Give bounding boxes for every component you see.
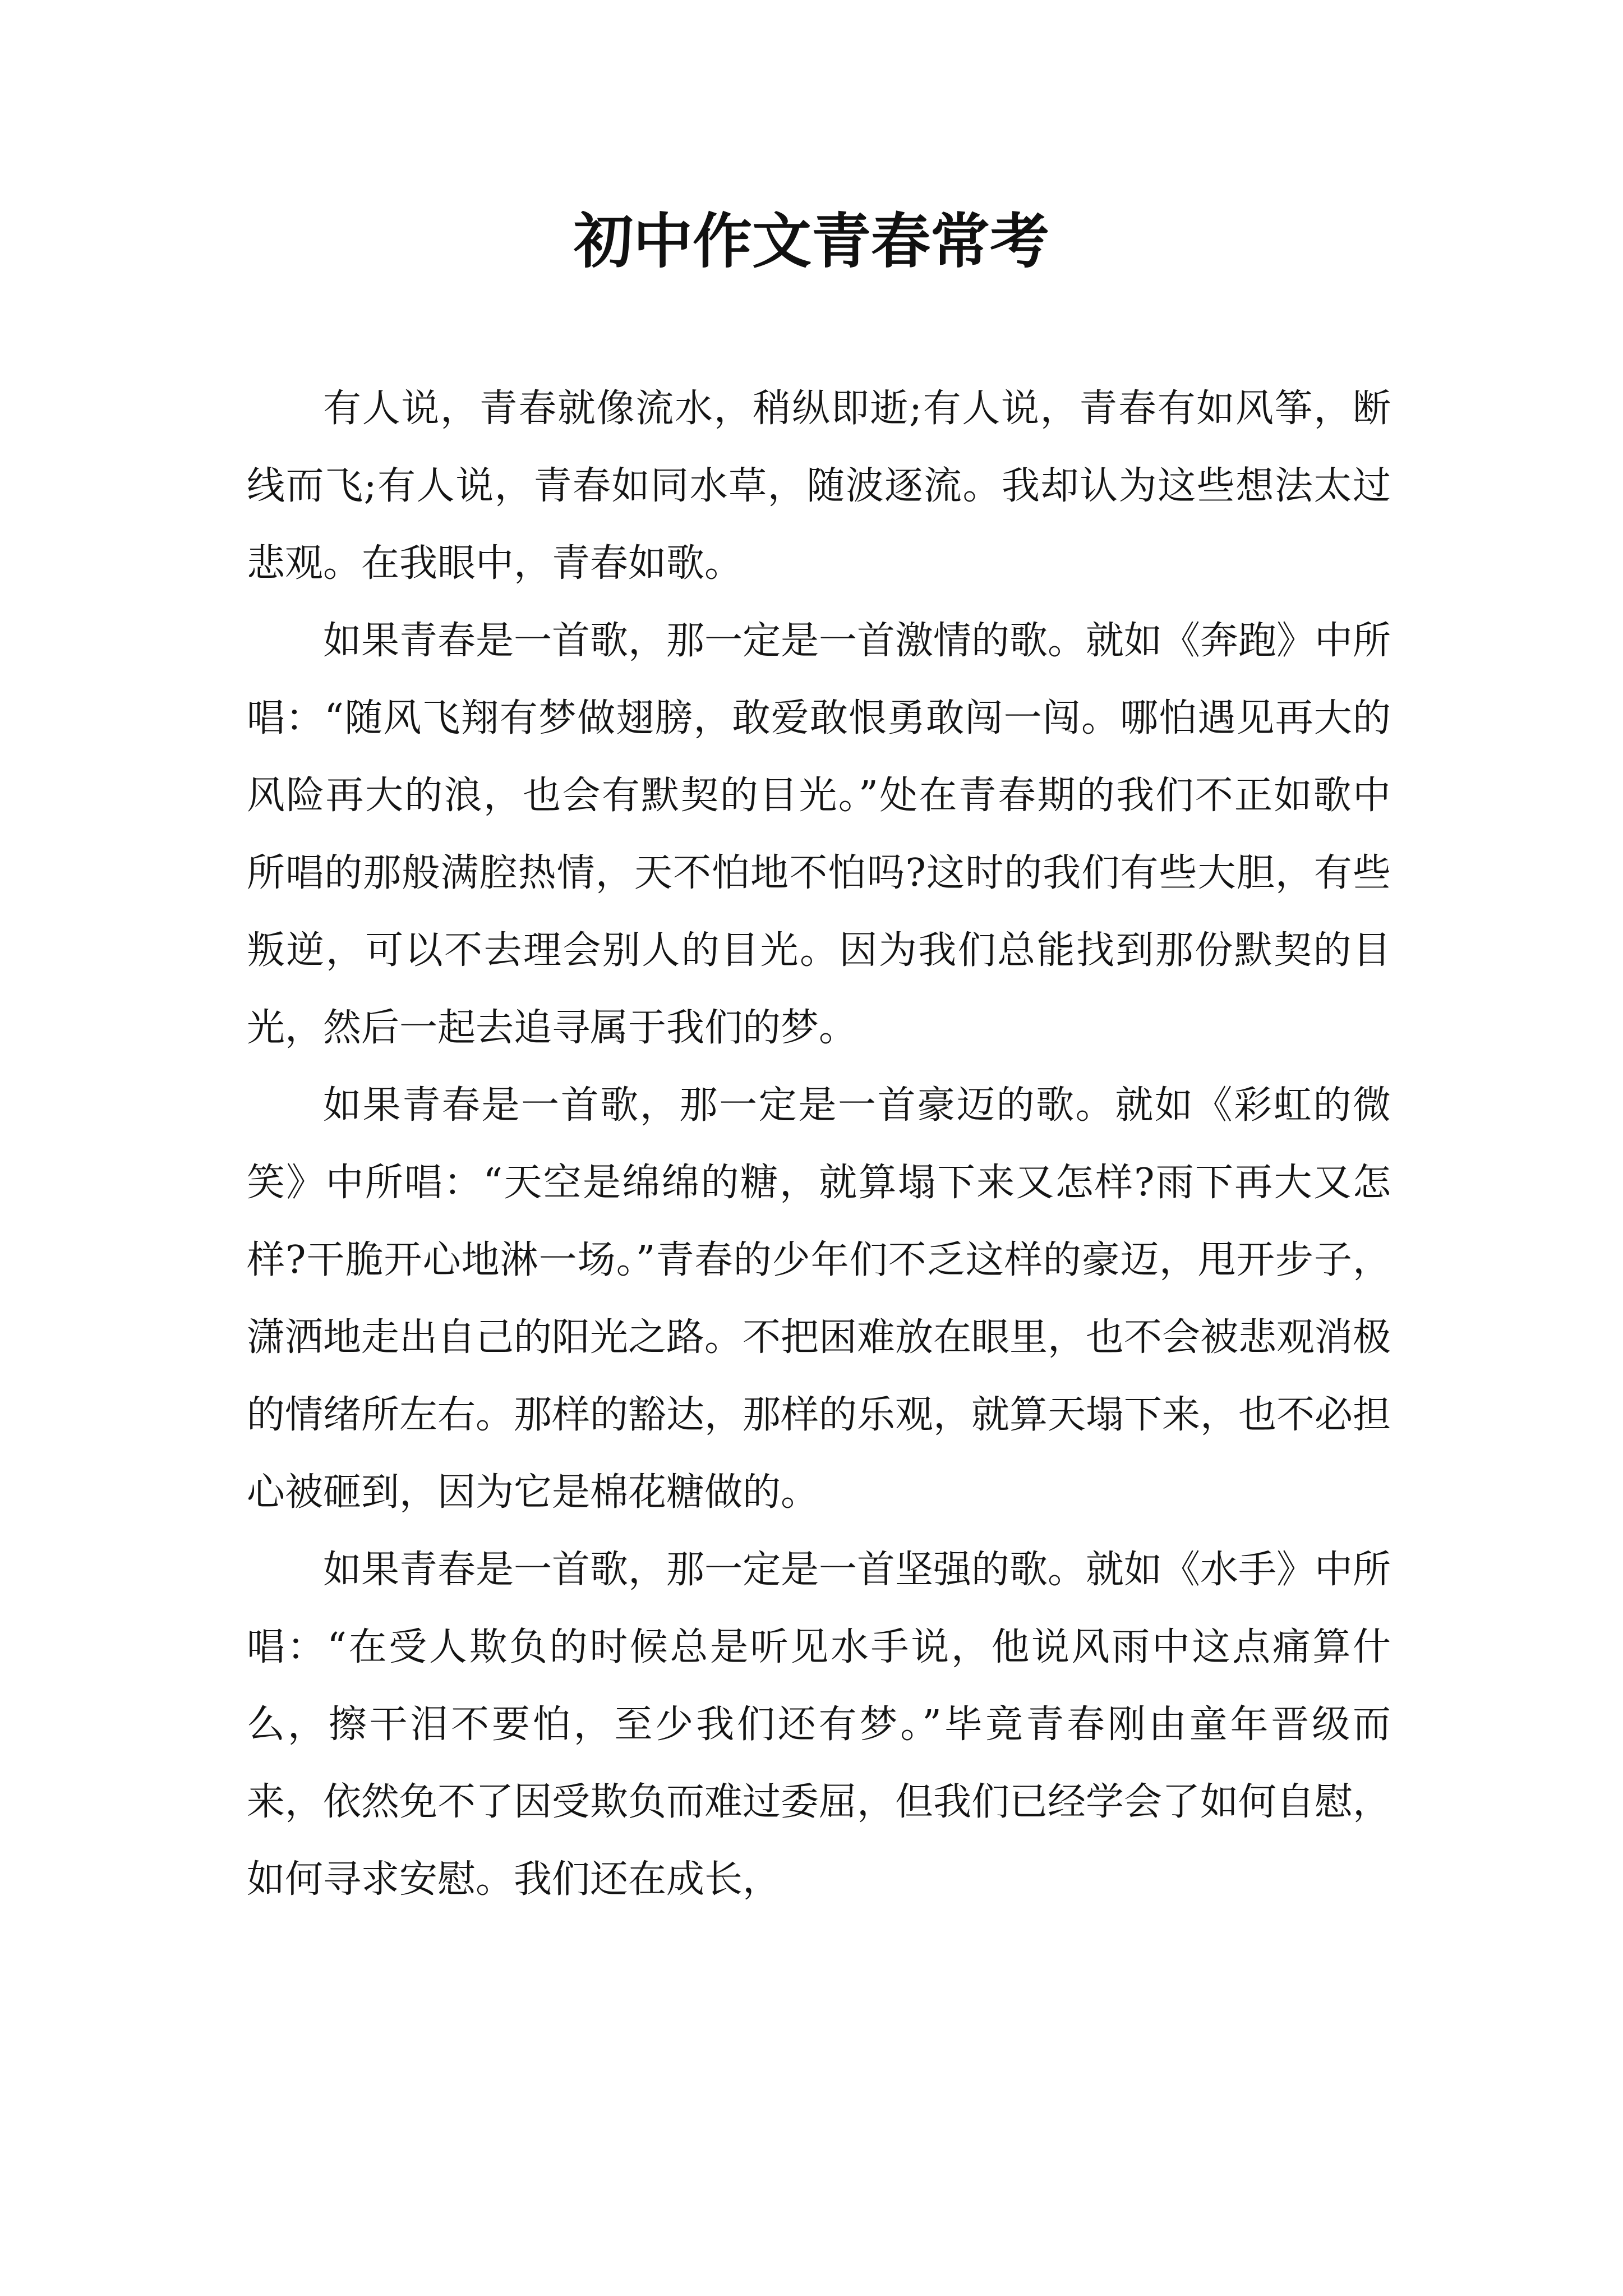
document-body [247,370,1391,1918]
paragraph-4: 如果青春是一首歌，那一定是一首坚强的歌。就如《水手》中所唱：“在受人欺负的时候总是听见水手说，他说风雨中这点痛算什么，擦干泪不要怕，至少我们还有梦。”毕竟青春刚由童年晋级而来，依然免不了因受欺负而难过委屈，但我们已经学会了如何自慰，如何寻求安慰。我们还在成长， [247,1548,1391,1902]
paragraph-2: 如果青春是一首歌，那一定是一首激情的歌。就如《奔跑》中所唱：“随风飞翔有梦做翅膀，敢爱敢恨勇敢闯一闯。哪怕遇见再大的风险再大的浪，也会有默契的目光。”处在青春期的我们不正如歌中所唱的那般满腔热情，天不怕地不怕吗?这时的我们有些大胆，有些叛逆，可以不去理会别人的目光。因为我们总能找到那份默契的目光，然后一起去追寻属于我们的梦。 [247,619,1391,1050]
paragraph-3: 如果青春是一首歌，那一定是一首豪迈的歌。就如《彩虹的微笑》中所唱：“天空是绵绵的糖，就算塌下来又怎样?雨下再大又怎样?干脆开心地淋一场。”青春的少年们不乏这样的豪迈，甩开步子，潇洒地走出自己的阳光之路。不把困难放在眼里，也不会被悲观消极的情绪所左右。那样的豁达，那样的乐观，就算天塌下来，也不必担心被砸到，因为它是棉花糖做的。 [247,1083,1391,1515]
paragraph-1: 有人说，青春就像流水，稍纵即逝;有人说，青春有如风筝，断线而飞;有人说，青春如同水草，随波逐流。我却认为这些想法太过悲观。在我眼中，青春如歌。 [247,386,1391,586]
document-title: 初中作文青春常考 [574,206,1049,276]
